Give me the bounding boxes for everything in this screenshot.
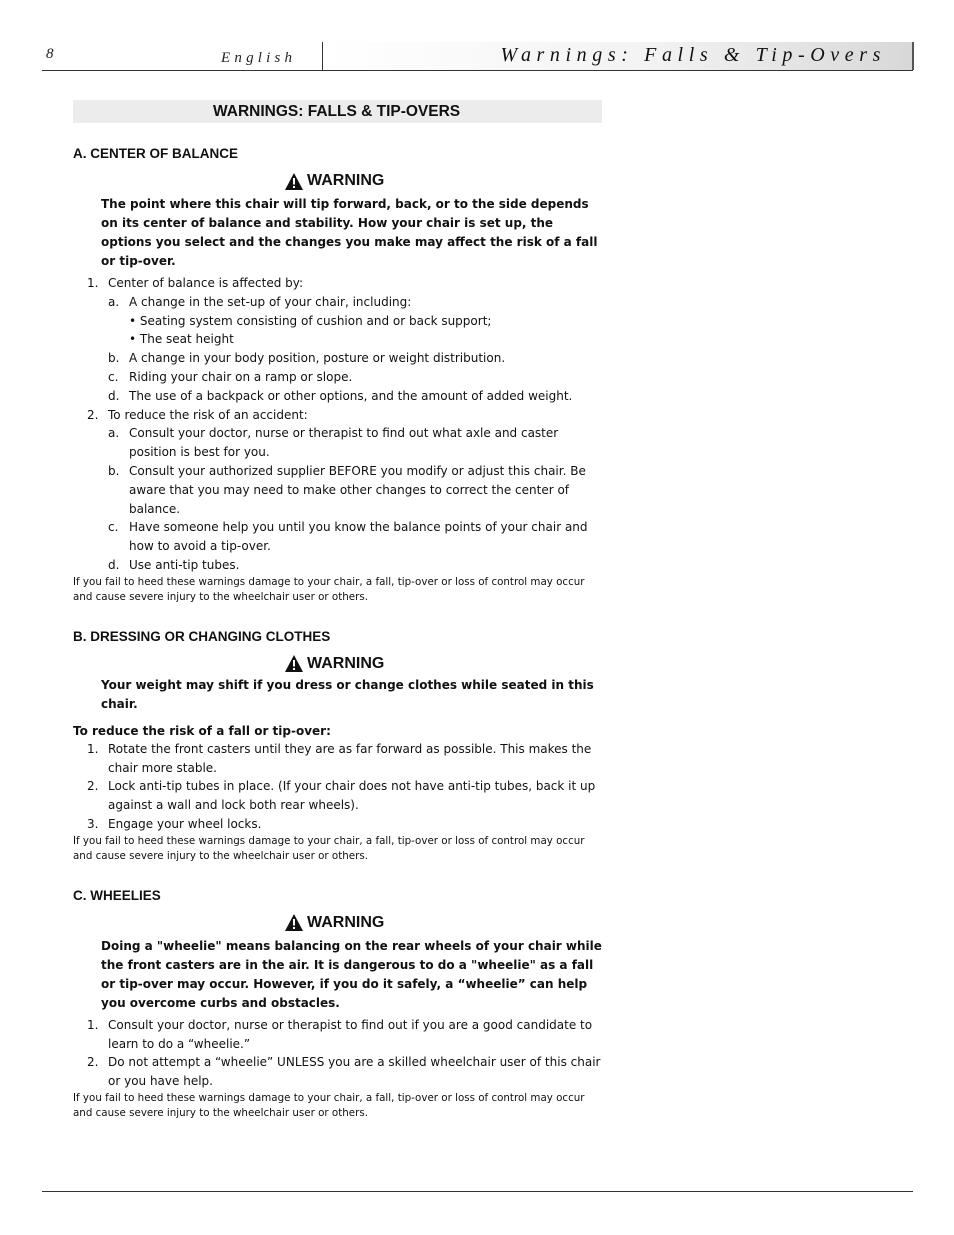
list-letter: c. [108,520,119,535]
list-item-text: Lock anti-tip tubes in place. (If your chair does not have anti-tip tubes, back it up against a wall and lock both rear wheels). [108,779,596,813]
list-item [73,406,602,575]
list-letter: c. [108,369,119,384]
list-item [108,293,602,349]
list-item [108,387,602,406]
numbered-list [73,1016,602,1091]
warning-text: Doing a "wheelie" means balancing on the rear wheels of your chair while the front casters are in the air. It is dangerous to do a "wheelie" as a fall or tip-over may occur. However, if you do it safely, a “wheelie” can help you overcome curbs and obstacles. [101,938,602,1010]
list-item [108,424,602,462]
list-item-text: Consult your doctor, nurse or therapist to find out what axle and caster position is best for you. [129,426,559,460]
list-item-text: Riding your chair on a ramp or slope. [129,369,353,384]
list-item [73,1053,602,1091]
list-number: 3. [87,816,99,831]
bullet-item: • The seat height [129,332,234,347]
footer-rule [42,1191,913,1192]
list-item [108,368,602,387]
list-number: 1. [87,741,99,756]
warning-text: Your weight may shift if you dress or change clothes while seated in this chair. [101,677,594,711]
warning-triangle-icon [285,173,303,190]
list-item [108,462,602,518]
list-item-text: Rotate the front casters until they are as far forward as possible. This makes the chair more stable. [108,741,592,775]
warning-header [285,653,602,675]
list-item [73,1016,602,1054]
section-heading: A. CENTER OF BALANCE [73,146,238,161]
warning-header [285,170,602,192]
header-language: English [221,50,297,66]
list-item-text: Engage your wheel locks. [108,816,262,831]
header-divider [322,42,323,70]
list-number: 1. [87,1017,99,1032]
warning-label: WARNING [307,913,385,931]
section-dressing [73,629,602,865]
warning-footnote: If you fail to heed these warnings damage to your chair, a fall, tip-over or loss of control may occur and cause severe injury to the wheelchair user or others. [73,1091,585,1120]
warning-text: The point where this chair will tip forward, back, or to the side depends on its center of balance and stability. How your chair is set up, the options you select and the changes you make may affect the risk of a fall or tip-over. [101,197,598,268]
list-item-text: The use of a backpack or other options, and the amount of added weight. [129,388,573,403]
page-content [73,100,602,1122]
lettered-list [108,424,602,574]
section-heading: B. DRESSING OR CHANGING CLOTHES [73,628,331,644]
header-chapter-title: Warnings: Falls & Tip-Overs [500,44,886,66]
list-item [108,518,602,556]
warning-triangle-icon [285,914,303,931]
page-title: WARNINGS: FALLS & TIP-OVERS [73,100,602,123]
list-item-text: To reduce the risk of an accident: [108,407,308,422]
list-item [108,349,602,368]
list-item-text: Use anti-tip tubes. [129,557,240,572]
warning-footnote: If you fail to heed these warnings damage to your chair, a fall, tip-over or loss of control may occur and cause severe injury to the wheelchair user or others. [73,575,585,604]
page-number: 8 [46,46,54,62]
list-letter: b. [108,463,120,478]
numbered-list [73,740,602,834]
lettered-list [108,293,602,406]
header-title-band [324,42,914,70]
list-letter: b. [108,351,120,366]
section-center-of-balance [73,146,602,606]
header-rule [42,70,913,71]
bullet-item: • Seating system consisting of cushion and or back support; [129,313,492,328]
bullet-list [129,312,602,350]
warning-footnote: If you fail to heed these warnings damage to your chair, a fall, tip-over or loss of control may occur and cause severe injury to the wheelchair user or others. [73,834,585,863]
list-item-text: Consult your authorized supplier BEFORE you modify or adjust this chair. Be aware that you may need to make other changes to correct the center of balance. [129,463,586,516]
list-item [108,556,602,575]
list-letter: d. [108,557,120,572]
warning-triangle-icon [285,655,303,672]
list-item-text: A change in the set-up of your chair, including: [129,294,412,309]
list-item [73,815,602,834]
list-item-text: Do not attempt a “wheelie” UNLESS you are a skilled wheelchair user of this chair or you have help. [108,1055,601,1089]
list-item-text: A change in your body position, posture or weight distribution. [129,351,506,366]
list-item [73,740,602,778]
list-letter: d. [108,388,120,403]
section-heading: C. WHEELIES [73,887,161,903]
list-number: 1. [87,276,99,290]
list-number: 2. [87,1055,99,1070]
section-wheelies [73,888,602,1122]
list-item-text: Consult your doctor, nurse or therapist to find out if you are a good candidate to learn to do a “wheelie.” [108,1017,593,1051]
numbered-list [73,274,602,575]
list-number: 2. [87,407,99,422]
list-item-text: Center of balance is affected by: [108,276,304,290]
list-item [73,777,602,815]
list-letter: a. [108,426,120,441]
reduce-risk-label: To reduce the risk of a fall or tip-over: [73,723,331,738]
warning-header [285,912,602,934]
warning-label: WARNING [307,172,385,189]
list-letter: a. [108,294,120,309]
list-item [73,274,602,406]
warning-label: WARNING [307,654,385,672]
list-item-text: Have someone help you until you know the balance points of your chair and how to avoid a tip-over. [129,520,588,554]
list-number: 2. [87,779,99,794]
